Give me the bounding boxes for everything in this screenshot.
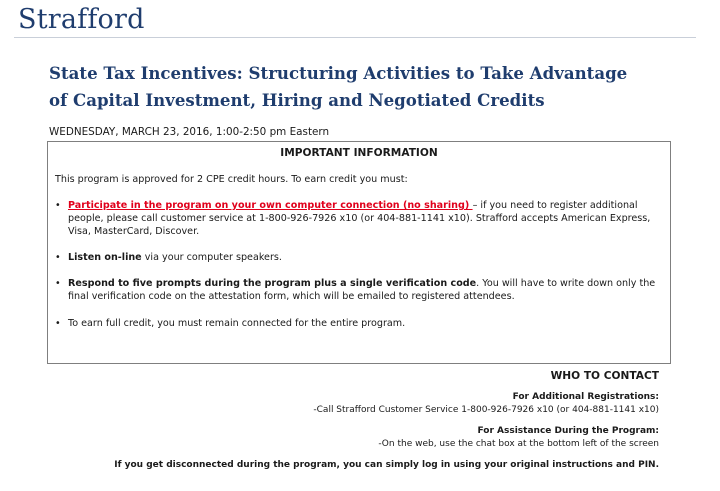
assistance-heading: For Assistance During the Program: [477,426,659,436]
page-title [49,60,669,114]
strafford-logo: Strafford [18,4,145,35]
listen-online-detail: via your computer speakers. [141,252,282,263]
full-credit-text: To earn full credit, you must remain connected for the entire program. [68,318,406,329]
who-to-contact-heading: WHO TO CONTACT [550,370,659,382]
program-date: WEDNESDAY, MARCH 23, 2016, 1:00-2:50 pm Eastern [49,126,330,138]
listen-online-label: Listen on-line [68,252,142,263]
bullet-dot: • [55,278,61,289]
respond-prompts-label: Respond to five prompts during the program plus a single verification code [68,278,477,289]
title-line-1: State Tax Incentives: Structuring Activities to Take Advantage [49,63,628,83]
respond-prompts-detail: . You will have to write down only the final verification code on the attestation form, which will be emailed to registered attendees. [68,278,656,303]
registrations-text: -Call Strafford Customer Service 1-800-926-7926 x10 (or 404-881-1141 x10) [313,405,659,415]
bullet-dot: • [55,252,61,263]
header-divider [14,37,696,38]
own-connection-notice: Participate in the program on your own computer connection (no sharing) [68,200,473,211]
bullet-dot: • [55,200,61,211]
bullet-dot: • [55,318,61,329]
info-intro: This program is approved for 2 CPE credit hours. To earn credit you must: [55,174,408,185]
disconnected-notice: If you get disconnected during the program, you can simply log in using your original instructions and PIN. [114,460,659,470]
assistance-text: -On the web, use the chat box at the bottom left of the screen [378,439,659,449]
registrations-heading: For Additional Registrations: [512,392,659,402]
important-information-box [47,141,671,364]
title-line-2: of Capital Investment, Hiring and Negotiated Credits [49,90,545,110]
info-heading: IMPORTANT INFORMATION [280,147,438,159]
own-connection-detail: – if you need to register additional people, please call customer service at 1-800-926-7926 x10 (or 404-881-1141 x10). Strafford accepts American Express, Visa, MasterCard, Discover. [68,200,651,238]
